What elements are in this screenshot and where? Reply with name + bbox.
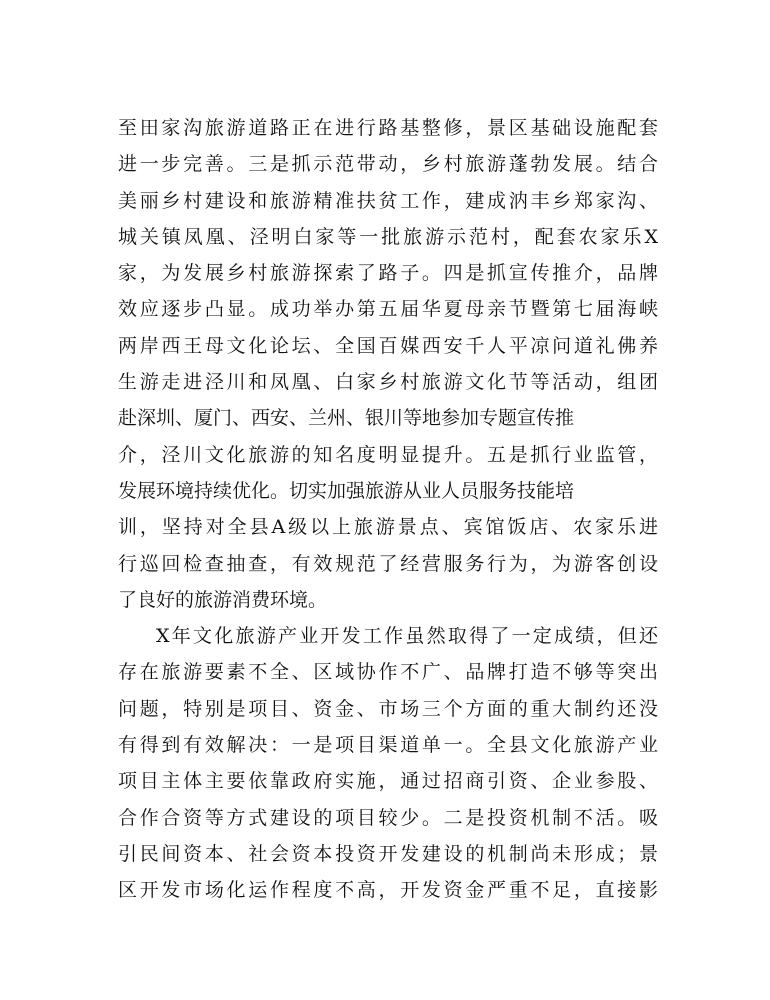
- text-line: 家，为发展乡村旅游探索了路子。四是抓宣传推介，品牌: [118, 262, 658, 285]
- text-line: 有得到有效解决：一是项目渠道单一。全县文化旅游产业: [118, 734, 658, 757]
- text-line: 介，泾川文化旅游的知名度明显提升。五是抓行业监管，: [118, 443, 658, 466]
- text-line: 进一步完善。三是抓示范带动，乡村旅游蓬勃发展。结合: [118, 153, 658, 176]
- text-line: 存在旅游要素不全、区域协作不广、品牌打造不够等突出: [118, 661, 658, 684]
- text-line: 两岸西王母文化论坛、全国百媒西安千人平凉问道礼佛养: [118, 334, 658, 357]
- paragraph-first-line: X年文化旅游产业开发工作虽然取得了一定成绩，但还: [156, 625, 658, 648]
- text-line: 赴深圳、厦门、西安、兰州、银川等地参加专题宣传推: [118, 407, 575, 430]
- text-line: 项目主体主要依靠政府实施，通过招商引资、企业参股、: [118, 770, 658, 793]
- text-line: 行巡回检查抽查，有效规范了经营服务行为，为游客创设: [118, 552, 658, 575]
- body-text: [118, 110, 658, 909]
- text-line: 发展环境持续优化。切实加强旅游从业人员服务技能培: [118, 479, 575, 502]
- text-line: 引民间资本、社会资本投资开发建设的机制尚未形成；景: [118, 842, 658, 865]
- text-line: 城关镇凤凰、泾明白家等一批旅游示范村，配套农家乐X: [118, 225, 658, 248]
- text-line: 效应逐步凸显。成功举办第五届华夏母亲节暨第七届海峡: [118, 298, 658, 321]
- text-line: 训，坚持对全县A级以上旅游景点、宾馆饭店、农家乐进: [118, 516, 658, 539]
- text-line: 至田家沟旅游道路正在进行路基整修，景区基础设施配套: [118, 117, 658, 139]
- text-line: 问题，特别是项目、资金、市场三个方面的重大制约还没: [118, 697, 658, 720]
- text-line: 生游走进泾川和凤凰、白家乡村旅游文化节等活动，组团: [118, 371, 658, 394]
- text-line: 了良好的旅游消费环境。: [118, 588, 328, 611]
- text-line: 美丽乡村建设和旅游精准扶贫工作，建成汭丰乡郑家沟、: [118, 189, 658, 212]
- text-line: 合作合资等方式建设的项目较少。二是投资机制不活。吸: [118, 806, 658, 829]
- text-line: 区开发市场化运作程度不高，开发资金严重不足，直接影: [118, 879, 658, 902]
